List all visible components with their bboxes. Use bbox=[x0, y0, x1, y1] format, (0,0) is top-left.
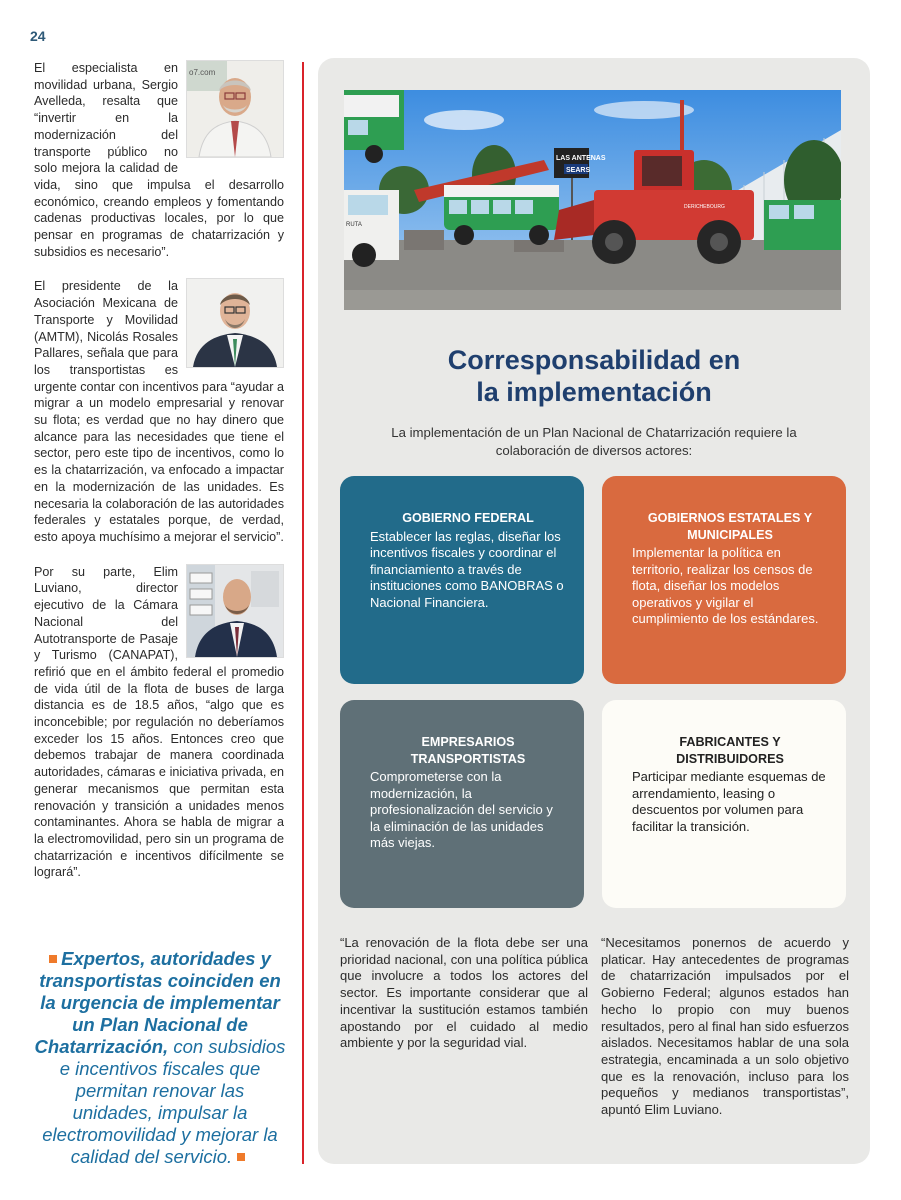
panel-intro: La implementación de un Plan Nacional de Chatarrización requiere la colaboración de diversos actores: bbox=[391, 425, 797, 458]
quote-right: “Necesitamos ponernos de acuerdo y platicar. Hay antecedentes de programas de chatarrización impulsados por el Gobierno Federal; algunos estados han hecho lo propio con muy buenos resultados, pero al final han sido esfuerzos aislados. Necesitamos hablar de una sola estrategia, encaminada a un solo objetivo que es la renovación, incluso para los pequeños y medianos transportistas”, apuntó Elim Luviano. bbox=[601, 935, 849, 1118]
pullquote bbox=[34, 948, 286, 1168]
paragraph-rosales-text: El presidente de la Asociación Mexicana de Transporte y Movilidad (AMTM), Nicolás Rosales Pallares, señala que para los transportistas es urgente contar con incentivos para “ayudar a migrar a un modelo empresarial y renovar su flota; es verdad que no hay dinero que alcance para las necesidades que tiene el sector, pero este tipo de incentivos, como lo es la chatarrización, va enfocado a impactar en la modernización de las unidades. Es necesaria la colaboración de las autoridades federales y estatales porque, de verdad, esto apoya muchísimo a mejorar el servicio”. bbox=[34, 279, 284, 544]
card-title: EMPRESARIOS TRANSPORTISTAS bbox=[410, 735, 526, 766]
panel-heading-line2: la implementación bbox=[476, 377, 712, 407]
paragraph-luviano-text: Por su parte, Elim Luviano, director ejecutivo de la Cámara Nacional del Autotransporte de Pasaje y Turismo (CANAPAT), refirió que en el ámbito federal el promedio de vida útil de la flota de buses de larga distancia es de 18.5 años, “algo que es inconcebible; por regulación no deberíamos exceder los 15 años. Entonces creo que debemos trabajar de manera coordinada autoridades, cámaras e iniciativa privada, en generar mecanismos que permitan esta renovación y transición a unidades menos contaminantes. Ahora se habla de migrar a la electromovilidad, pero sin un programa de chatarrización e incentivos difícilmente se logrará”. bbox=[34, 564, 284, 880]
card-title: GOBIERNO FEDERAL bbox=[402, 511, 534, 525]
scrapyard-photo bbox=[344, 90, 841, 310]
card-text: Participar mediante esquemas de arrendamiento, leasing o descuentos por volumen para facilitar la transición. bbox=[632, 769, 826, 834]
photo-caption-fragment: o7.com bbox=[189, 68, 216, 77]
sign-las-antenas: LAS ANTENAS bbox=[556, 155, 606, 162]
sign-sears: SEARS bbox=[566, 167, 591, 174]
card-gobiernos-estatales bbox=[602, 476, 846, 684]
card-title: GOBIERNOS ESTATALES Y MUNICIPALES bbox=[647, 511, 813, 542]
card-fabricantes-distribuidores bbox=[602, 700, 846, 908]
pullquote-regular: con subsidios e incentivos fiscales que permitan renovar las unidades, impulsar la electromovilidad y mejorar la calidad del servicio. bbox=[42, 1036, 286, 1167]
panel-heading-line1: Corresponsabilidad en bbox=[447, 345, 741, 375]
left-column bbox=[34, 60, 284, 899]
portrait-nicolas-rosales bbox=[186, 278, 284, 368]
orange-square-icon bbox=[237, 1153, 245, 1161]
card-empresarios-transportistas bbox=[340, 700, 584, 908]
paragraph-luviano bbox=[34, 564, 284, 881]
paragraph-avelleda bbox=[34, 60, 284, 260]
sidebar-panel bbox=[318, 58, 870, 1164]
column-divider bbox=[302, 62, 304, 1164]
panel-heading bbox=[318, 344, 870, 408]
paragraph-avelleda-text: El especialista en movilidad urbana, Sergio Avelleda, resalta que “invertir en la modernización del transporte público no solo mejora la calidad de vida, sino que impulsa el desarrollo económico, creando empleos y fomentando cadenas productivas locales, por lo que pensar en programas de chatarrización y subsidios es necesario”. bbox=[34, 61, 284, 259]
page-number: 24 bbox=[30, 28, 46, 44]
sign-ruta: RUTA bbox=[346, 222, 362, 228]
quote-left: “La renovación de la flota debe ser una prioridad nacional, con una política pública que involucre a todos los actores del sector. Es importante considerar que al incentivar la sustitución estamos también apostando por el cuidado al medio ambiente y por la seguridad vial. bbox=[340, 935, 588, 1051]
sign-derichebourg: DERICHEBOURG bbox=[684, 204, 725, 210]
paragraph-rosales bbox=[34, 278, 284, 545]
orange-square-icon bbox=[49, 955, 57, 963]
portrait-elim-luviano bbox=[186, 564, 284, 658]
card-title: FABRICANTES Y DISTRIBUIDORES bbox=[676, 735, 784, 766]
card-text: Establecer las reglas, diseñar los incentivos fiscales y coordinar el financiamiento a través de instituciones como BANOBRAS o Nacional Financiera. bbox=[370, 528, 564, 610]
portrait-sergio-avelleda bbox=[186, 60, 284, 158]
pullquote-bold: Expertos, autoridades y transportistas coinciden en la urgencia de implementar un Plan Nacional de Chatarrización, bbox=[34, 948, 281, 1057]
card-gobierno-federal bbox=[340, 476, 584, 684]
card-text: Implementar la política en territorio, realizar los censos de flota, diseñar los modelos operativos y vigilar el cumplimiento de los estándares. bbox=[632, 545, 819, 626]
card-text: Comprometerse con la modernización, la profesionalización del servicio y la eliminación de las unidades más viejas. bbox=[370, 769, 553, 850]
